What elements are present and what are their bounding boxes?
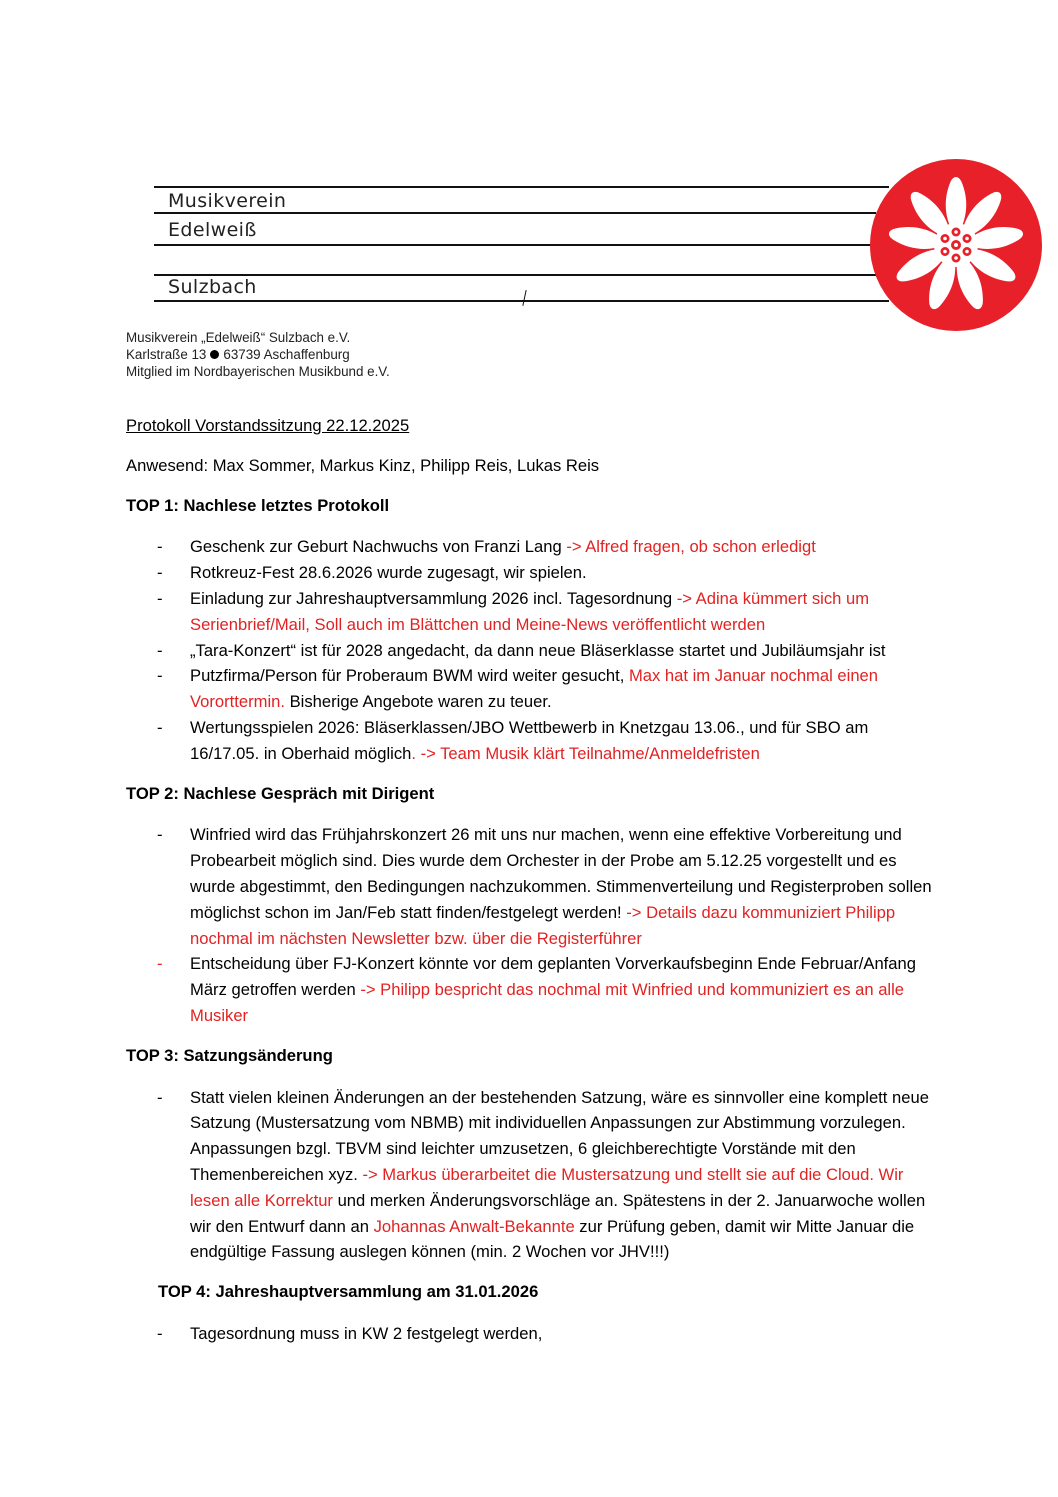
action-note: -> Markus überarbeitet die Mustersatzung und stellt sie auf die Cloud. Wir lesen alle Korrektur <box>190 1164 904 1210</box>
dash-bullet: - <box>157 1087 163 1107</box>
list-item <box>126 822 936 951</box>
dash-bullet: - <box>157 588 163 608</box>
item-text: Winfried wird das Frühjahrskonzert 26 mit uns nur machen, wenn eine effektive Vorbereitung und Probearbeit möglich sind. Dies wurde dem Orchester in der Probe am 5.12.25 vorgestellt und es wurde abgestimmt, den Bedingungen nachzukommen. Stimmenverteilung und Registerproben sollen möglichst schon im Jan/Feb statt finden/festgelegt werden! <box>190 825 932 922</box>
item-text: Entscheidung über FJ-Konzert könnte vor dem geplanten Vorverkaufsbeginn Ende Februar/Anfang März getroffen werden <box>190 954 916 1000</box>
list-item <box>126 663 936 715</box>
attendees: Anwesend: Max Sommer, Markus Kinz, Philipp Reis, Lukas Reis <box>126 455 600 475</box>
top1-heading: TOP 1: Nachlese letztes Protokoll <box>126 495 390 515</box>
top4-list <box>126 1321 936 1347</box>
item-text: Bisherige Angebote waren zu teuer. <box>284 692 552 712</box>
list-item <box>126 715 936 767</box>
top3-heading: TOP 3: Satzungsänderung <box>126 1045 333 1065</box>
letterhead-slash <box>522 290 527 306</box>
action-note: -> Philipp bespricht das nochmal mit Winfried und kommuniziert es an alle Musiker <box>190 980 905 1025</box>
letterhead-line-1: Musikverein <box>168 190 287 212</box>
item-text: und merken Änderungsvorschläge an. Spätestens in der 2. Januarwoche wollen wir den Entwurf dann an <box>190 1190 926 1236</box>
item-text: Tagesordnung muss in KW 2 festgelegt werden, <box>190 1323 543 1343</box>
item-text: Rotkreuz-Fest 28.6.2026 wurde zugesagt, wir spielen. <box>190 563 587 583</box>
letterhead-line-3: Sulzbach <box>168 276 257 298</box>
list-item <box>126 951 936 1028</box>
action-note: . -> Team Musik klärt Teilnahme/Anmeldefristen <box>411 743 760 763</box>
street: Karlstraße 13 <box>126 346 207 362</box>
list-item <box>126 534 936 560</box>
item-text: Statt vielen kleinen Änderungen an der bestehenden Satzung, wäre es sinnvoller eine komplett neue Satzung (Mustersatzung vom NBMB) mit individuellen Anpassungen zur Abstimmung vorzulegen. Anpassungen bzgl. TBVM sind leichter umzusetzen, 6 gleichberechtigte Vorstände mit den Themenbereichen xyz. <box>190 1087 929 1184</box>
membership-note: Mitglied im Nordbayerischen Musikbund e.V. <box>126 363 390 379</box>
item-text: Putzfirma/Person für Proberaum BWM wird weiter gesucht, <box>190 666 629 686</box>
item-text: zur Prüfung geben, damit wir Mitte Januar die endgültige Fassung auslegen können (min. 2 Wochen vor JHV!!!) <box>190 1216 915 1262</box>
item-text: „Tara-Konzert“ ist für 2028 angedacht, da dann neue Bläserklasse startet und Jubiläumsjahr ist <box>190 640 886 660</box>
item-text: Geschenk zur Geburt Nachwuchs von Franzi Lang <box>190 537 567 557</box>
address-block <box>126 330 390 380</box>
top1-list <box>126 534 936 766</box>
dash-bullet: - <box>157 1323 163 1343</box>
dash-bullet: - <box>157 717 163 737</box>
dash-bullet: - <box>157 825 163 845</box>
action-note: -> Details dazu kommuniziert Philipp nochmal im nächsten Newsletter bzw. über die Registerführer <box>190 902 896 948</box>
list-item <box>126 638 936 664</box>
city: 63739 Aschaffenburg <box>223 346 350 362</box>
document-title: Protokoll Vorstandssitzung 22.12.2025 <box>126 416 410 435</box>
top2-list <box>126 822 936 1028</box>
association-name: Musikverein „Edelweiß“ Sulzbach e.V. <box>126 330 351 345</box>
dash-bullet: - <box>157 563 163 583</box>
action-note: -> Adina kümmert sich um Serienbrief/Mail, Soll auch im Blättchen und Meine-News veröffentlicht werden <box>190 588 870 634</box>
top3-list <box>126 1085 936 1266</box>
item-text: Wertungsspielen 2026: Bläserklassen/JBO Wettbewerb in Knetzgau 13.06., und für SBO am 16/17.05. in Oberhaid möglich <box>190 717 869 763</box>
list-item <box>126 586 936 638</box>
letterhead-rule <box>154 274 889 276</box>
letterhead-rule <box>154 212 876 214</box>
action-note: Johannas Anwalt-Bekannte <box>373 1216 575 1236</box>
action-note: Max hat im Januar nochmal einen Vororttermin. <box>190 666 879 712</box>
letterhead <box>154 186 894 306</box>
top4-heading: TOP 4: Jahreshauptversammlung am 31.01.2026 <box>158 1282 539 1302</box>
action-note: -> Alfred fragen, ob schon erledigt <box>566 537 816 557</box>
bullet-dot <box>210 350 219 359</box>
letterhead-rule <box>154 244 876 246</box>
dash-bullet: - <box>157 666 163 686</box>
dash-bullet: - <box>157 537 163 557</box>
dash-bullet: - <box>157 954 163 974</box>
letterhead-line-2: Edelweiß <box>168 219 257 241</box>
top2-heading: TOP 2: Nachlese Gespräch mit Dirigent <box>126 783 435 803</box>
list-item <box>126 1321 936 1347</box>
dash-bullet: - <box>157 640 163 660</box>
letterhead-rule <box>154 300 889 302</box>
letterhead-rule <box>154 186 889 188</box>
edelweiss-logo <box>868 155 1048 335</box>
minutes-document <box>126 413 936 1347</box>
association-address <box>126 347 390 364</box>
list-item <box>126 1085 936 1266</box>
list-item <box>126 560 936 586</box>
item-text: Einladung zur Jahreshauptversammlung 2026 incl. Tagesordnung <box>190 588 677 608</box>
